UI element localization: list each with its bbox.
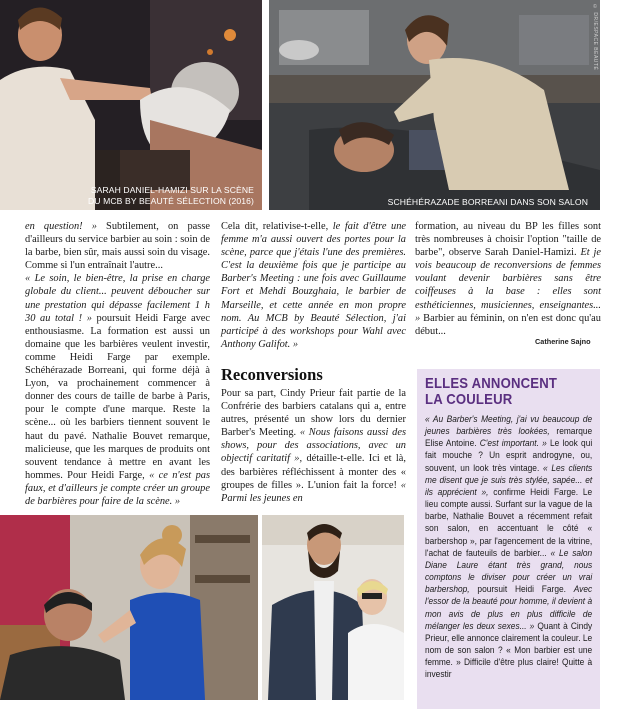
photo-caption-sarah: SARAH DANIEL-HAMIZI SUR LA SCÈNE DU MCB BY BEAUTÉ SÉLECTION (2016): [88, 185, 254, 206]
sidebar-box: [417, 369, 600, 709]
photo-scheherazade-salon: [269, 0, 600, 210]
col3-paragraph-1: formation, au niveau du BP les filles sont très nombreuses à choisir l'option "taille de barbe", observe Sarah Daniel-Hamizi. Et je vois beaucoup de reconversions de femmes voulant devenir barbières sans être coiffeuses à la base : elles sont esthéticiennes, musiciennes, enseignantes... » Barbier au féminin, on n'en est donc qu'au début...: [415, 221, 601, 337]
col2-paragraph-1: Cela dit, relativise-t-elle, le fait d'être une femme m'a aussi ouvert des portes pour la scène, parce que j'étais l'une des premières. C'est la deuxième fois que je participe au Barber's Meeting : une fois avec Guillaume Fort et Mehdi Bouzghaia, le barbier de Marseille, et cette année en mon propre nom. Au MCB by Beauté Sélection, j'ai participé à des workshops pour Wahl avec Anthony Galifot. »: [221, 221, 406, 350]
article-column-3: [415, 220, 601, 338]
article-column-2-continued: [221, 387, 406, 505]
photo-credit: © DR/ESPACE BEAUTÉ: [592, 4, 598, 71]
sidebar-title: ELLES ANNONCENT LA COULEUR: [425, 376, 558, 408]
col1-paragraph-1: en question! » Subtilement, on passe d'ailleurs du service barbier au soin : soin de la barbe, bien sûr, mais aussi soin du visage. Comme si l'un entraînait l'autre...: [25, 221, 210, 272]
photo-man-and-woman-portrait: [262, 515, 404, 700]
article-column-2: [221, 220, 406, 351]
col1-paragraph-2: « Le soin, le bien-être, la prise en charge globale du client... peuvent déboucher sur une prestation qui dépasse facilement 1 h 30 au total ! » poursuit Heidi Farge avec enthousiasme. La formation est aussi un domaine que les barbières veulent investir, comme Heidi Farge par exemple. Schéhérazade Borreani, qui forme déjà à Lyon, va prochainement commencer à donner des cours de taille de barbe à Paris, pour le compte d'une marque. Reste la scène... où les barbiers tiennent souvent le haut du pavé. Nathalie Bouvet remarque, malicieuse, que les marques de produits ont souvent tendance à mettre en avant les hommes. Pour Heidi Farge, « ce n'est pas faux, et d'ailleurs je compte créer un groupe de barbières pour faire de la scène. »: [25, 273, 211, 507]
photo-sarah-on-stage: [0, 0, 262, 210]
article-column-1: [25, 220, 210, 508]
author-signature: Catherine Sajno: [535, 337, 591, 346]
section-heading-reconversions: Reconversions: [221, 365, 323, 384]
photo-caption-scheherazade: SCHÉHÉRAZADE BORREANI DANS SON SALON: [387, 197, 588, 207]
photo-barber-salon: [0, 515, 258, 700]
col2-paragraph-2: Pour sa part, Cindy Prieur fait partie de la Confrérie des barbiers catalans qui a, entre autres, présenté un show lors du dernier Barber's Meeting. « Nous faisons aussi des shows, pour des associations, avec un objectif caritatif », détaille-t-elle. Ici et là, des barbières réfléchissent à monter des « groupes de filles ». L'union fait la force! « Parmi les jeunes en: [221, 388, 406, 504]
sidebar-body: « Au Barber's Meeting, j'ai vu beaucoup de jeunes barbières très lookées, remarque Elise Antoine. C'est important. » Le look qui fait mouche ? Un esprit androgyne, ou, souvent, un look très vintage. « Les clients me disent que je suis très stylée, sapée... et ils apprécient », confirme Heidi Farge. Le lieu compte aussi. Surfant sur la vague de la barbe, Nathalie Bouvet a récemment refait son salon, en accentuant le côté « barbershop », par l'agencement de la vitrine, l'achat de fauteuils de barbier... « Le salon Diane Laure étant très grand, nous comptons le diviser pour créer un vrai barbershop, poursuit Heidi Farge. Avec l'essor de la beauté pour homme, il devient à mon avis de plus en plus difficile de mélanger les deux sexes... » Quant à Cindy Prieur, elle annonce clairement la couleur. Le nom de son salon ? « Mon barbier est une femme. » Difficile d'être plus claire! Quitte à investir: [425, 414, 593, 681]
